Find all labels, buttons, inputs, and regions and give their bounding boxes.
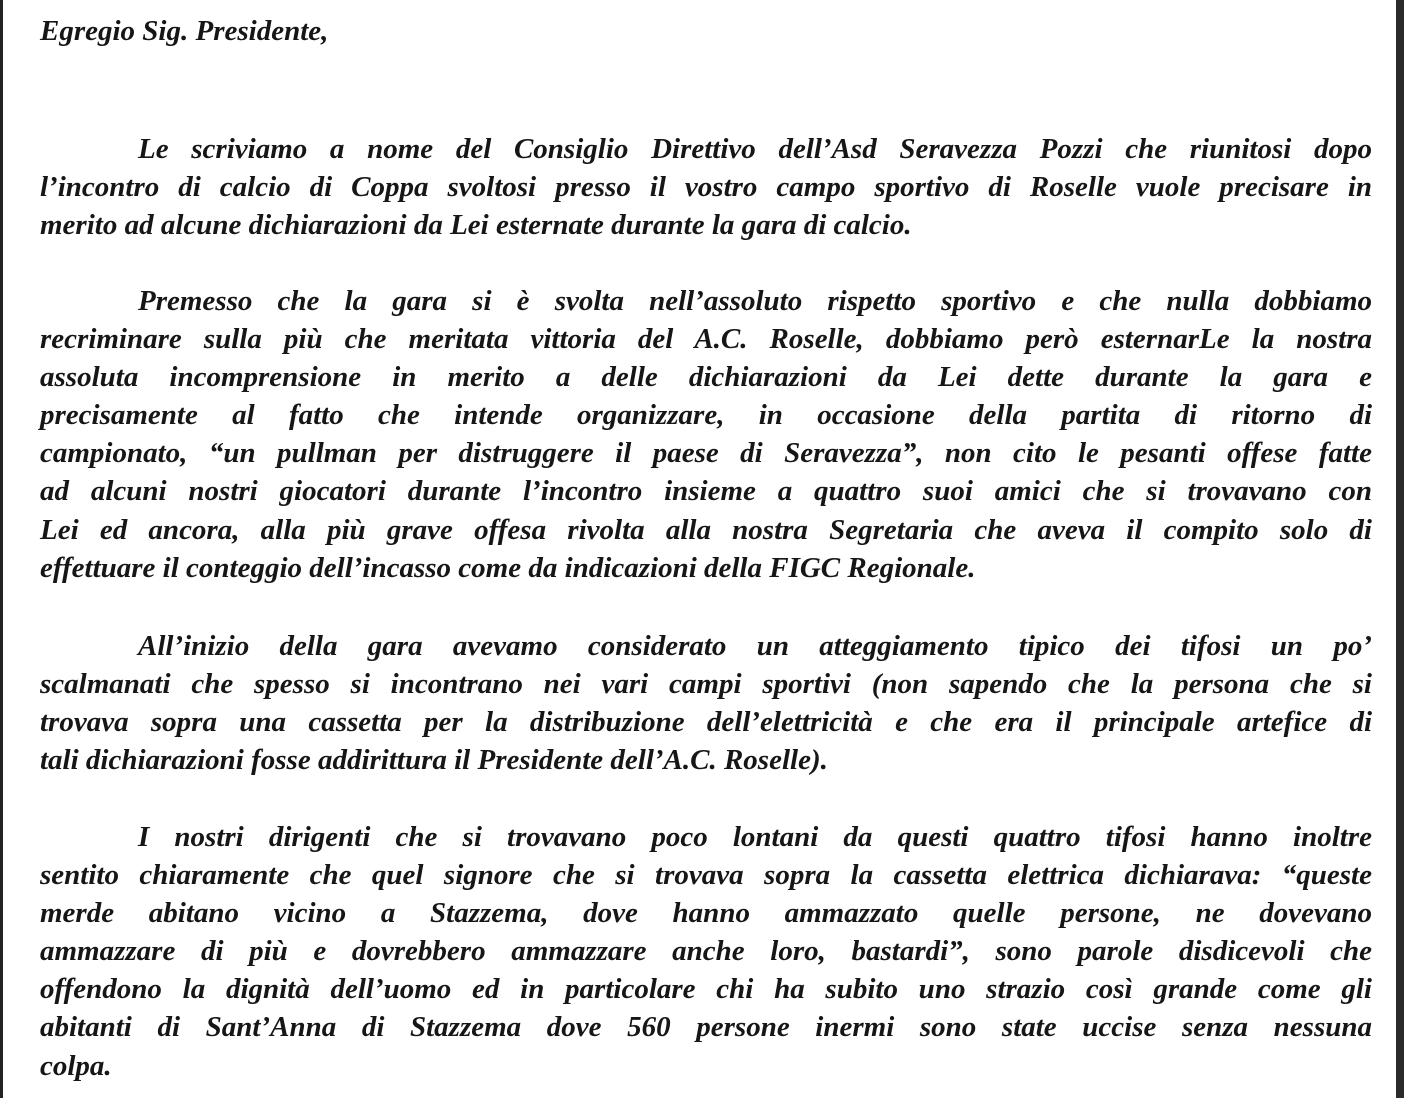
paragraph-line: tali dichiarazioni fosse addirittura il Presidente dell’A.C. Roselle). <box>40 744 828 777</box>
paragraph-line: effettuare il conteggio dell’incasso come da indicazioni della FIGC Regionale. <box>40 551 976 584</box>
paragraph-line: I nostri dirigenti che si trovavano poco lontani da questi quattro tifosi hanno inoltre <box>138 821 1372 853</box>
paragraph-line: offendono la dignità dell’uomo ed in particolare chi ha subito uno strazio così grande come gli <box>40 973 1372 1006</box>
paragraph-line: merde abitano vicino a Stazzema, dove hanno ammazzato quelle persone, ne dovevano <box>40 897 1372 930</box>
paragraph-line: sentito chiaramente che quel signore che si trovava sopra la cassetta elettrica dichiarava: “queste <box>40 859 1372 892</box>
paragraph-line: scalmanati che spesso si incontrano nei vari campi sportivi (non sapendo che la persona che si <box>40 668 1372 701</box>
paragraph-line: campionato, “un pullman per distruggere il paese di Seravezza”, non cito le pesanti offese fatte <box>40 437 1372 470</box>
paragraph-line: colpa. <box>40 1049 112 1082</box>
paragraph-3 <box>40 627 1372 779</box>
letter-page <box>40 12 1372 1082</box>
paragraph-line: trovava sopra una cassetta per la distribuzione dell’elettricità e che era il principale artefice di <box>40 706 1372 739</box>
paragraph-line: abitanti di Sant’Anna di Stazzema dove 560 persone inermi sono state uccise senza nessuna <box>40 1011 1372 1044</box>
paragraph-1 <box>40 130 1372 244</box>
paragraph-line: Le scriviamo a nome del Consiglio Direttivo dell’Asd Seravezza Pozzi che riunitosi dopo <box>138 133 1372 165</box>
paragraph-2 <box>40 282 1372 587</box>
paragraph-line: assoluta incomprensione in merito a delle dichiarazioni da Lei dette durante la gara e <box>40 361 1372 394</box>
paragraph-4 <box>40 818 1372 1085</box>
paragraph-line: Lei ed ancora, alla più grave offesa rivolta alla nostra Segretaria che aveva il compito solo di <box>40 513 1372 546</box>
paragraph-line: merito ad alcune dichiarazioni da Lei esternate durante la gara di calcio. <box>40 209 912 242</box>
paragraph-line: ammazzare di più e dovrebbero ammazzare anche loro, bastardi”, sono parole disdicevoli che <box>40 935 1372 968</box>
paragraph-line: ad alcuni nostri giocatori durante l’incontro insieme a quattro suoi amici che si trovavano con <box>40 475 1372 508</box>
paragraph-line: l’incontro di calcio di Coppa svoltosi presso il vostro campo sportivo di Roselle vuole precisare in <box>40 171 1372 204</box>
paragraph-line: precisamente al fatto che intende organizzare, in occasione della partita di ritorno di <box>40 399 1372 432</box>
paragraph-line: All’inizio della gara avevamo considerato un atteggiamento tipico dei tifosi un po’ <box>138 630 1372 662</box>
paragraph-line: recriminare sulla più che meritata vittoria del A.C. Roselle, dobbiamo però esternarLe la nostra <box>40 323 1372 356</box>
paragraph-line: Premesso che la gara si è svolta nell’assoluto rispetto sportivo e che nulla dobbiamo <box>138 285 1372 317</box>
salutation: Egregio Sig. Presidente, <box>40 15 329 47</box>
